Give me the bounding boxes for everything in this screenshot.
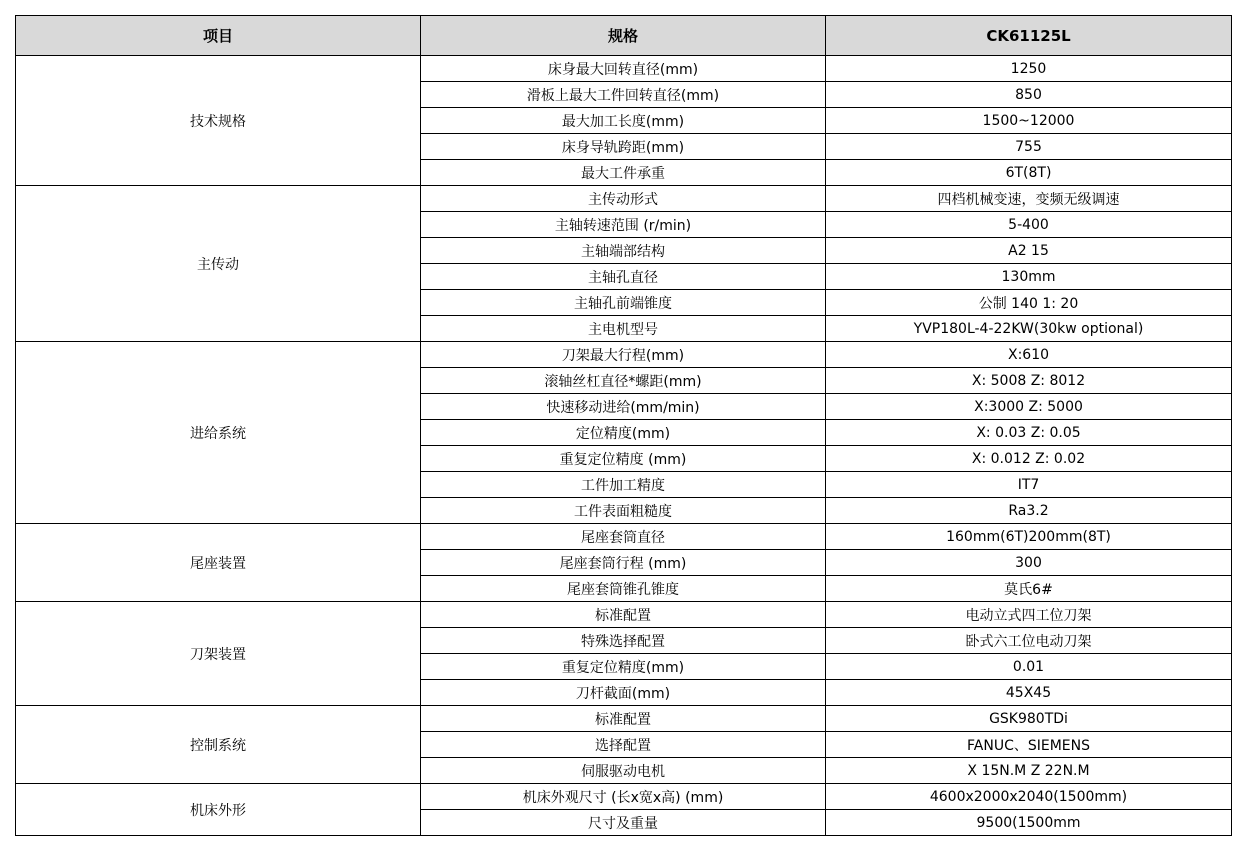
value-cell: Ra3.2 — [826, 498, 1232, 524]
value-cell: X: 5008 Z: 8012 — [826, 368, 1232, 394]
value-cell: A2 15 — [826, 238, 1232, 264]
value-cell: 45X45 — [826, 680, 1232, 706]
value-cell: 1500~12000 — [826, 108, 1232, 134]
spec-cell: 重复定位精度 (mm) — [421, 446, 826, 472]
header-row — [16, 16, 1232, 56]
spec-cell: 工件表面粗糙度 — [421, 498, 826, 524]
group-name-cell: 机床外形 — [16, 784, 421, 836]
spec-cell: 尾座套筒锥孔锥度 — [421, 576, 826, 602]
spec-cell: 床身最大回转直径(mm) — [421, 56, 826, 82]
spec-cell: 标准配置 — [421, 602, 826, 628]
spec-table-container — [15, 15, 1232, 836]
table-row — [16, 524, 1232, 550]
value-cell: 9500(1500mm — [826, 810, 1232, 836]
spec-cell: 主电机型号 — [421, 316, 826, 342]
group-name-cell: 技术规格 — [16, 56, 421, 186]
value-cell: X:610 — [826, 342, 1232, 368]
table-row — [16, 784, 1232, 810]
spec-cell: 主轴孔前端锥度 — [421, 290, 826, 316]
spec-cell: 标准配置 — [421, 706, 826, 732]
value-cell: 300 — [826, 550, 1232, 576]
table-header — [16, 16, 1232, 56]
spec-cell: 伺服驱动电机 — [421, 758, 826, 784]
value-cell: 0.01 — [826, 654, 1232, 680]
value-cell: 130mm — [826, 264, 1232, 290]
value-cell: 850 — [826, 82, 1232, 108]
group-name-cell: 刀架装置 — [16, 602, 421, 706]
value-cell: X 15N.M Z 22N.M — [826, 758, 1232, 784]
spec-cell: 尺寸及重量 — [421, 810, 826, 836]
value-cell: 公制 140 1: 20 — [826, 290, 1232, 316]
value-cell: 1250 — [826, 56, 1232, 82]
spec-cell: 床身导轨跨距(mm) — [421, 134, 826, 160]
value-cell: IT7 — [826, 472, 1232, 498]
spec-cell: 主轴转速范围 (r/min) — [421, 212, 826, 238]
spec-cell: 主传动形式 — [421, 186, 826, 212]
value-cell: X:3000 Z: 5000 — [826, 394, 1232, 420]
spec-cell: 刀杆截面(mm) — [421, 680, 826, 706]
value-cell: 4600x2000x2040(1500mm) — [826, 784, 1232, 810]
value-cell: 莫氏6# — [826, 576, 1232, 602]
spec-cell: 最大加工长度(mm) — [421, 108, 826, 134]
group-name-cell: 控制系统 — [16, 706, 421, 784]
spec-cell: 选择配置 — [421, 732, 826, 758]
value-cell: GSK980TDi — [826, 706, 1232, 732]
table-row — [16, 706, 1232, 732]
group-name-cell: 主传动 — [16, 186, 421, 342]
table-row — [16, 602, 1232, 628]
spec-cell: 主轴端部结构 — [421, 238, 826, 264]
table-row — [16, 56, 1232, 82]
table-row — [16, 186, 1232, 212]
value-cell: 160mm(6T)200mm(8T) — [826, 524, 1232, 550]
header-spec: 规格 — [421, 16, 826, 56]
value-cell: YVP180L-4-22KW(30kw optional) — [826, 316, 1232, 342]
table-body — [16, 56, 1232, 836]
spec-cell: 定位精度(mm) — [421, 420, 826, 446]
value-cell: 卧式六工位电动刀架 — [826, 628, 1232, 654]
header-model: CK61125L — [826, 16, 1232, 56]
value-cell: X: 0.012 Z: 0.02 — [826, 446, 1232, 472]
spec-cell: 最大工件承重 — [421, 160, 826, 186]
spec-cell: 机床外观尺寸 (长x宽x高) (mm) — [421, 784, 826, 810]
value-cell: FANUC、SIEMENS — [826, 732, 1232, 758]
value-cell: 755 — [826, 134, 1232, 160]
spec-cell: 主轴孔直径 — [421, 264, 826, 290]
spec-cell: 滑板上最大工件回转直径(mm) — [421, 82, 826, 108]
spec-cell: 快速移动进给(mm/min) — [421, 394, 826, 420]
spec-cell: 尾座套筒直径 — [421, 524, 826, 550]
spec-cell: 滚轴丝杠直径*螺距(mm) — [421, 368, 826, 394]
spec-cell: 特殊选择配置 — [421, 628, 826, 654]
table-row — [16, 342, 1232, 368]
spec-cell: 工件加工精度 — [421, 472, 826, 498]
group-name-cell: 进给系统 — [16, 342, 421, 524]
value-cell: 6T(8T) — [826, 160, 1232, 186]
spec-cell: 重复定位精度(mm) — [421, 654, 826, 680]
group-name-cell: 尾座装置 — [16, 524, 421, 602]
spec-cell: 刀架最大行程(mm) — [421, 342, 826, 368]
value-cell: 5-400 — [826, 212, 1232, 238]
header-item: 项目 — [16, 16, 421, 56]
value-cell: 电动立式四工位刀架 — [826, 602, 1232, 628]
value-cell: X: 0.03 Z: 0.05 — [826, 420, 1232, 446]
spec-table — [15, 15, 1232, 836]
spec-cell: 尾座套筒行程 (mm) — [421, 550, 826, 576]
value-cell: 四档机械变速，变频无级调速 — [826, 186, 1232, 212]
